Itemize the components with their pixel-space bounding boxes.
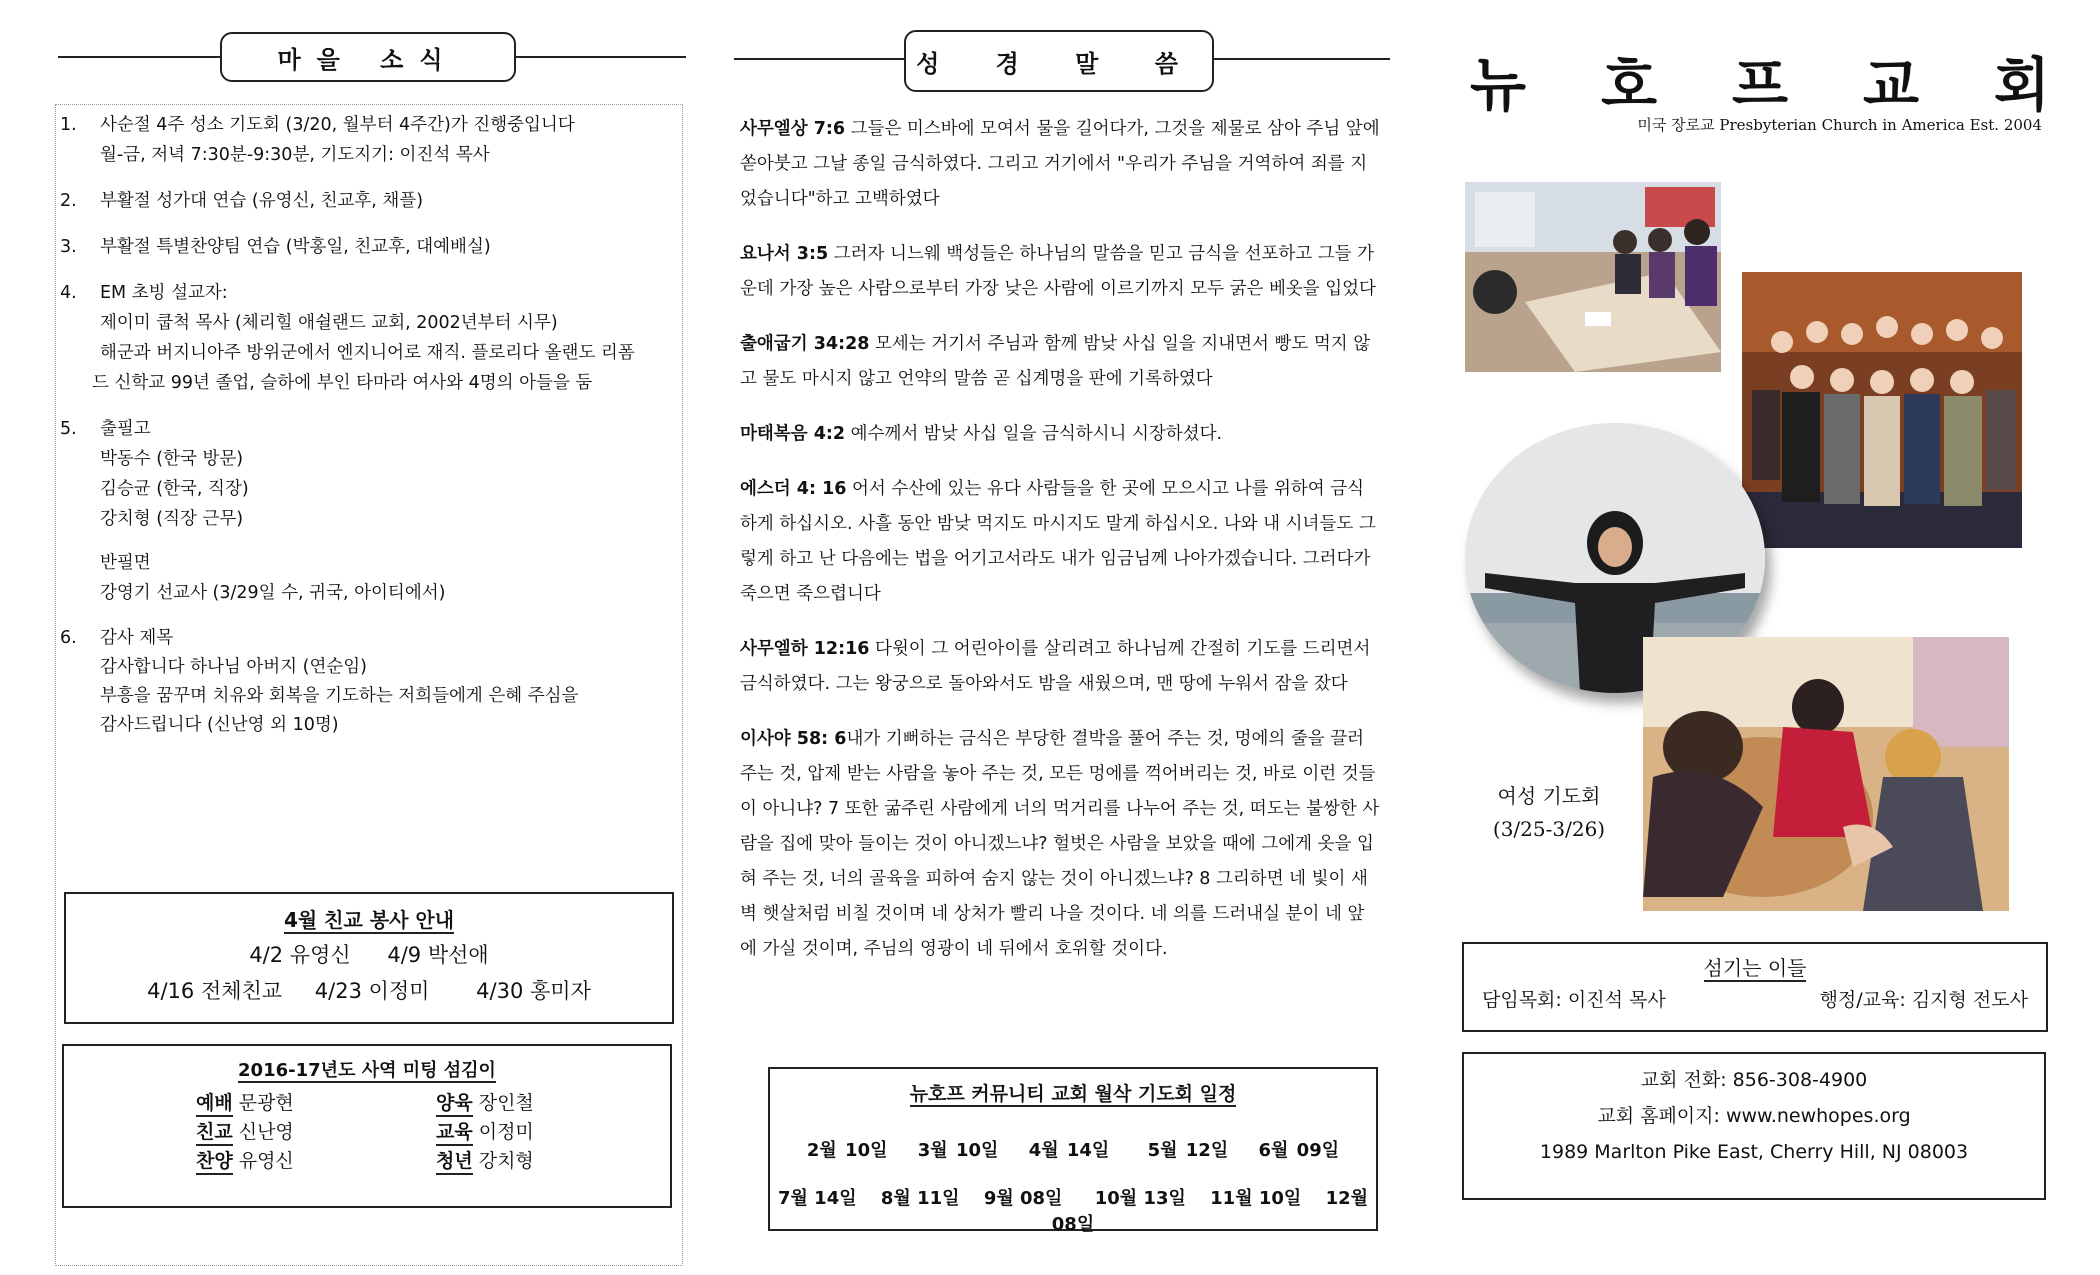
news-header-text: 마을 소식 [277,45,459,74]
staff-education: 행정/교육: 김지형 전도사 [1819,989,2028,1011]
verse: 에스더 4: 16 어서 수산에 있는 유다 사람들을 한 곳에 모으시고 나를 위하여 금식하게 하십시오. 사흘 동안 밤낮 먹지도 마시지도 말게 하십시오. 나와 내 시녀들도 그렇게 하고 난 다음에는 법을 어기고서라도 내가 임금님께 나아가겠습니다. 그러다가 죽으면 죽으렵니다 [740,479,1376,604]
church-subtitle: 미국 장로교 Presbyterian Church in America Est. 2004 [1637,116,2042,134]
ministry-entry: 친교 신난영 [196,1117,436,1144]
ministry-entry: 양육 장인철 [436,1088,676,1115]
ministry-entry: 예배 문광현 [196,1088,436,1115]
village-news [60,110,670,756]
list-item: 4. EM 초빙 설교자: 제이미 쿱척 목사 (체리힐 애쉴랜드 교회, 2002년부터 시무) 해군과 버지니아주 방위군에서 엔지니어로 재직. 플로리다 올랜도 리폼 드 신학교 99년 졸업, 슬하에 부인 타마라 여사와 4명의 아들을 둠 [60,283,635,393]
photo-prayer [1643,637,2009,911]
ministry-entry: 교육 이정미 [436,1117,676,1144]
verse: 이사야 58: 6내가 기뻐하는 금식은 부당한 결박을 풀어 주는 것, 멍에의 줄을 끌러 주는 것, 압제 받는 사람을 놓아 주는 것, 모든 멍에를 꺽어버리는 것, 바로 이런 것들이 아니냐? 7 또한 굶주린 사람에게 너의 먹거리를 나누어 주는 것, 떠도는 불쌍한 사람을 집에 맞아 들이는 것이 아니겠느냐? 헐벗은 사람을 보았을 때에 그에게 옷을 입혀 주는 것, 너의 골육을 피하여 숨지 않는 것이 아니겠느냐? 8 그리하면 네 빛이 새벽 햇살처럼 비칠 것이며 네 상처가 빨리 나을 것이다. 네 의를 드러내실 분이 네 앞에 가실 것이며, 주님의 영광이 네 뒤에서 호위할 것이다. [740,729,1380,959]
scripture-header-text: 성 경 말 씀 [916,49,1202,78]
list-item: 3. 부활절 특별찬양팀 연습 (박홍일, 친교후, 대예배실) [60,237,491,257]
church-website[interactable]: 교회 홈페이지: www.newhopes.org [1597,1105,1911,1127]
contact-box [1462,1052,2046,1200]
ministry-grid [196,1088,670,1173]
staff-box [1462,942,2048,1032]
schedule-row: 2월 10일 3월 10일 4월 14일 5월 12일 6월 09일 [806,1140,1340,1161]
list-item: 6. 감사 제목 감사합니다 하나님 아버지 (연순임) 부흥을 꿈꾸며 치유와 회복을 기도하는 저희들에게 은혜 주심을 감사드립니다 (신난영 외 10명) [60,628,579,735]
church-title: 뉴 호 프 교 회 [1470,51,2050,119]
volunteer-box [64,892,674,1024]
photo-group [1742,272,2022,548]
church-phone: 교회 전화: 856-308-4900 [1640,1069,1868,1091]
verse: 사무엘상 7:6 그들은 미스바에 모여서 물을 길어다가, 그것을 제물로 삼아 주님 앞에 쏟아붓고 그날 종일 금식하였다. 그리고 거기에서 "우리가 주님을 거역하여 죄를 지었습니다"하고 고백하였다 [740,119,1380,209]
volunteer-title: 4월 친교 봉사 안내 [283,908,455,932]
schedule-title: 뉴호프 커뮤니티 교회 월삭 기도회 일정 [909,1083,1237,1105]
news-header [220,32,516,82]
church-address: 1989 Marlton Pike East, Cherry Hill, NJ 08003 [1539,1141,1969,1163]
list-item: 5. 출필고 박동수 (한국 방문) 김승균 (한국, 직장) 강치형 (직장 근무) 반필면 강영기 선교사 (3/29일 수, 귀국, 아이티에서) [60,419,446,603]
scripture-list [740,112,1380,987]
verse: 요나서 3:5 그러자 니느웨 백성들은 하나님의 말씀을 믿고 금식을 선포하고 그들 가운데 가장 높은 사람으로부터 가장 낮은 사람에 이르기까지 모두 굵은 베옷을 입었다 [740,244,1376,299]
volunteer-entry: 4/16 전체친교 [147,979,283,1003]
schedule-box [768,1067,1378,1235]
list-item: 1. 사순절 4주 성소 기도회 (3/20, 월부터 4주간)가 진행중입니다 월-금, 저녁 7:30분-9:30분, 기도지기: 이진석 목사 [60,115,575,165]
volunteer-entry: 4/30 홍미자 [476,979,591,1003]
verse: 마태복음 4:2 예수께서 밤낮 사십 일을 금식하시니 시장하셨다. [740,424,1223,444]
ministry-entry: 찬양 유영신 [196,1146,436,1173]
ministry-box [62,1044,672,1208]
ministry-entry: 청년 강치형 [436,1146,676,1173]
staff-title: 섬기는 이들 [1703,956,1807,980]
staff-pastor: 담임목회: 이진석 목사 [1482,989,1666,1011]
scripture-header [904,30,1214,92]
verse: 출애굽기 34:28 모세는 거기서 주님과 함께 밤낮 사십 일을 지내면서 빵도 먹지 않고 물도 마시지 않고 언약의 말씀 곧 십계명을 판에 기록하였다 [740,334,1371,389]
list-item: 2. 부활절 성가대 연습 (유영신, 친교후, 채플) [60,191,424,211]
volunteer-entry: 4/9 박선애 [387,943,489,967]
photo-caption: 여성 기도회 (3/25-3/26) [1492,784,1606,841]
volunteer-entry: 4/2 유영신 [249,943,351,967]
volunteer-entry: 4/23 이정미 [314,979,430,1003]
schedule-row: 7월 14일 8월 11일 9월 08일 10월 13일 11월 10일 12월 08일 [778,1188,1368,1235]
verse: 사무엘하 12:16 다윗이 그 어린아이를 살리려고 하나님께 간절히 기도를 드리면서 금식하였다. 그는 왕궁으로 돌아와서도 밤을 새웠으며, 맨 땅에 누워서 잠을 잤다 [740,639,1371,694]
ministry-title: 2016-17년도 사역 미팅 섬김이 [238,1060,496,1081]
photo-cafe-meeting [1465,182,1721,372]
